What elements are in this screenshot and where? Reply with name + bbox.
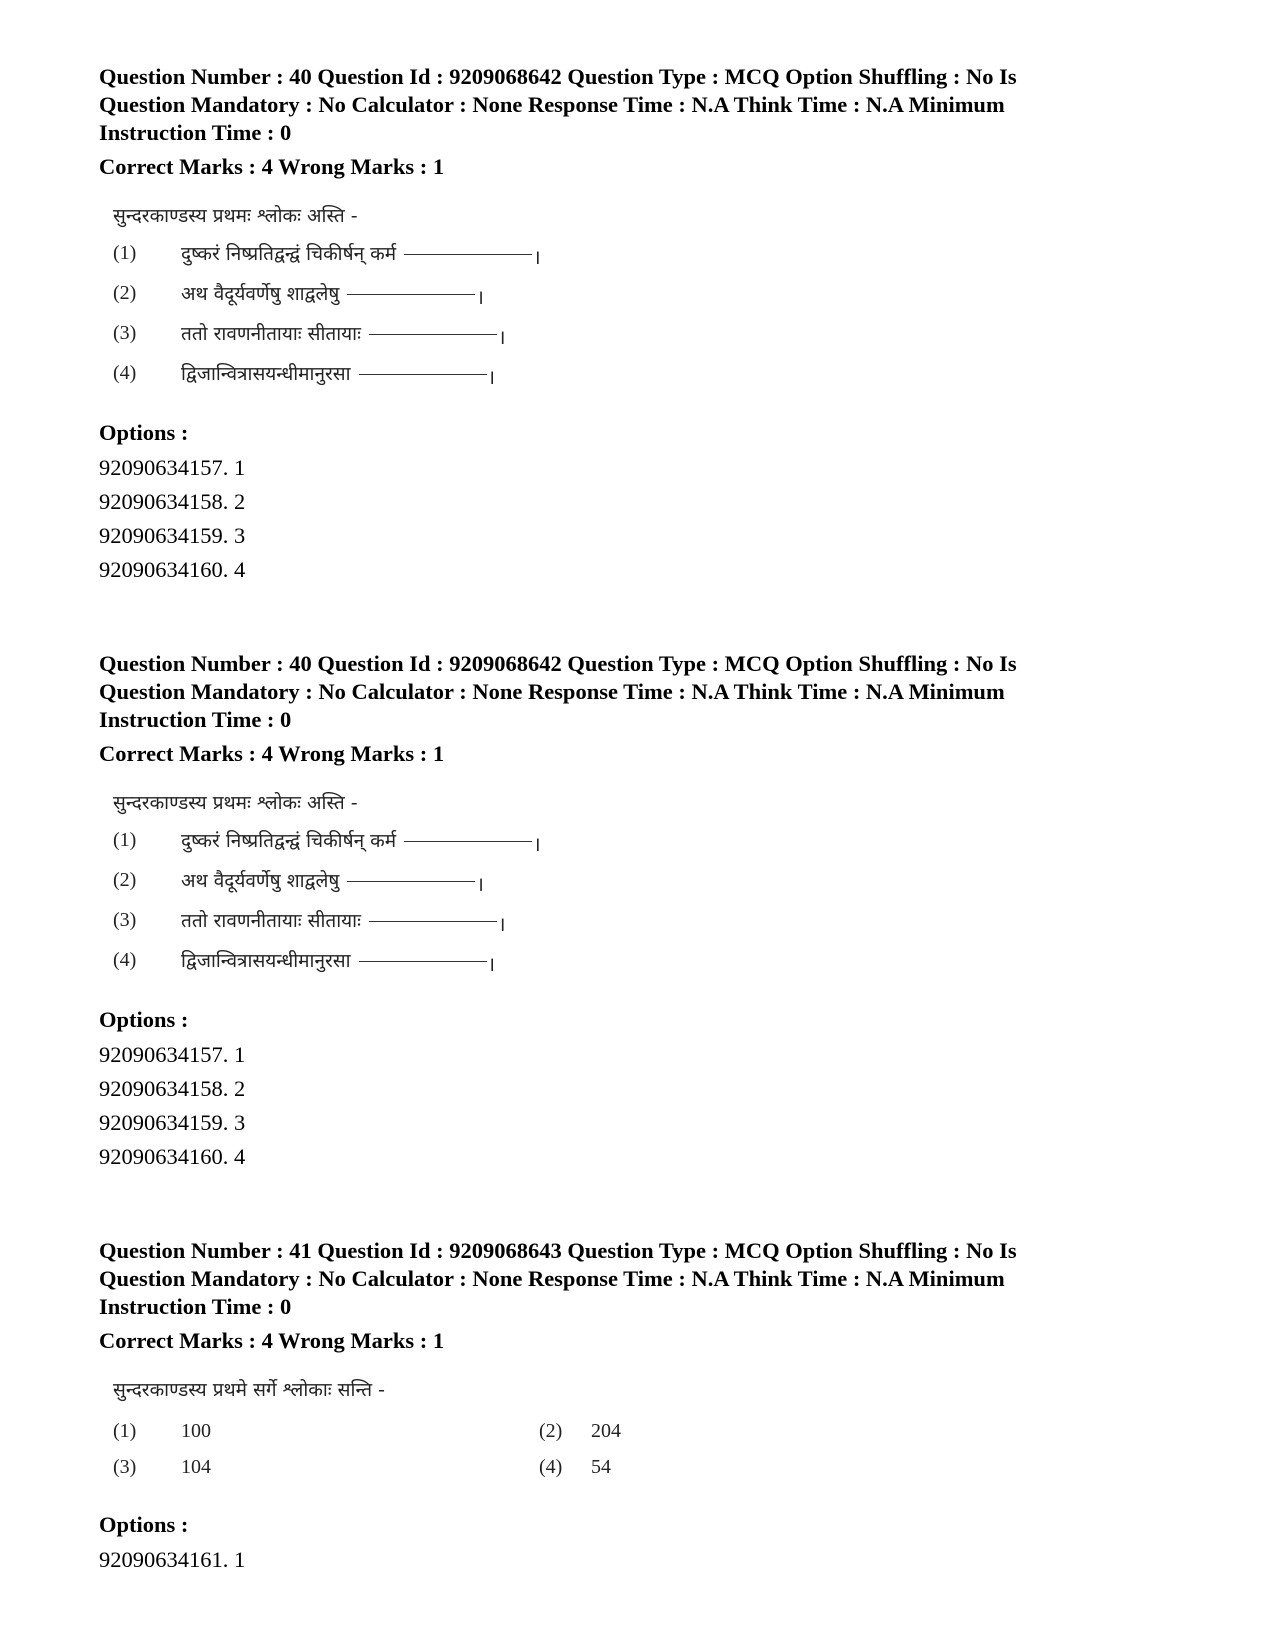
answer-blank	[347, 284, 475, 295]
options-list	[99, 451, 1179, 587]
choice-row	[539, 1413, 739, 1449]
marks-line: Correct Marks : 4 Wrong Marks : 1	[99, 154, 445, 179]
choices-grid	[99, 1413, 1179, 1485]
question-meta-line: Question Number : 40 Question Id : 9209068642 Question Type : MCQ Option Shuffling : No Is	[99, 651, 1017, 676]
choice-number: (1)	[113, 241, 137, 264]
question-meta-line: Instruction Time : 0	[99, 120, 292, 145]
question-meta-line: Question Number : 41 Question Id : 9209068643 Question Type : MCQ Option Shuffling : No Is	[99, 1238, 1017, 1263]
option-item: 92090634158. 2	[99, 1076, 246, 1101]
choice-text: ततो रावणनीतायाः सीतायाः	[181, 323, 361, 345]
danda-mark: ।	[533, 246, 541, 269]
answer-blank	[404, 244, 532, 255]
stem-text: सुन्दरकाण्डस्य प्रथमे सर्गे श्लोकाः सन्ति -	[113, 1379, 386, 1401]
answer-blank	[369, 911, 497, 922]
choice-row	[99, 820, 1179, 860]
choice-number: (1)	[113, 1419, 137, 1442]
question-block	[99, 650, 1179, 1174]
option-item: 92090634159. 3	[99, 523, 246, 548]
choice-row	[99, 1413, 539, 1449]
option-item: 92090634160. 4	[99, 1144, 246, 1169]
choice-number: (2)	[539, 1419, 563, 1442]
choice-row	[99, 313, 1179, 353]
options-list	[99, 1038, 1179, 1174]
question-meta-line: Question Mandatory : No Calculator : None Response Time : N.A Think Time : N.A Minimum	[99, 1266, 1005, 1291]
choice-number: (2)	[113, 868, 137, 891]
choice-row	[539, 1449, 739, 1485]
question-meta-line: Question Mandatory : No Calculator : None Response Time : N.A Think Time : N.A Minimum	[99, 679, 1005, 704]
answer-blank	[359, 364, 487, 375]
choice-number: (4)	[539, 1455, 563, 1478]
choice-number: (3)	[113, 908, 137, 931]
choice-text: 54	[591, 1455, 611, 1478]
choice-number: (2)	[113, 281, 137, 304]
answer-blank	[369, 324, 497, 335]
danda-mark: ।	[487, 366, 496, 389]
option-item: 92090634159. 3	[99, 1110, 246, 1135]
stem-text: सुन्दरकाण्डस्य प्रथमः श्लोकः अस्ति -	[113, 205, 358, 227]
danda-mark: ।	[497, 326, 506, 349]
options-heading: Options :	[99, 420, 189, 445]
choice-text: दुष्करं निष्प्रतिद्वन्द्वं चिकीर्षन् कर्म	[181, 243, 397, 265]
choice-text: ततो रावणनीतायाः सीतायाः	[181, 910, 361, 932]
question-meta-line: Instruction Time : 0	[99, 707, 292, 732]
choice-text: अथ वैदूर्यवर्णेषु शाद्वलेषु	[181, 283, 340, 305]
stem-text: सुन्दरकाण्डस्य प्रथमः श्लोकः अस्ति -	[113, 792, 358, 814]
option-item: 92090634158. 2	[99, 489, 246, 514]
choice-text: अथ वैदूर्यवर्णेषु शाद्वलेषु	[181, 870, 340, 892]
danda-mark: ।	[533, 833, 541, 856]
option-item: 92090634157. 1	[99, 1042, 246, 1067]
options-heading: Options :	[99, 1512, 189, 1537]
question-stem	[99, 199, 1179, 393]
question-meta-line: Question Number : 40 Question Id : 9209068642 Question Type : MCQ Option Shuffling : No Is	[99, 64, 1017, 89]
answer-blank	[404, 831, 532, 842]
danda-mark: ।	[476, 873, 484, 896]
options-heading: Options :	[99, 1007, 189, 1032]
question-meta-line: Instruction Time : 0	[99, 1294, 292, 1319]
choice-text: 204	[591, 1419, 621, 1442]
choice-row	[99, 353, 1179, 393]
danda-mark: ।	[476, 286, 484, 309]
marks-line: Correct Marks : 4 Wrong Marks : 1	[99, 741, 445, 766]
marks-line: Correct Marks : 4 Wrong Marks : 1	[99, 1328, 445, 1353]
choice-text: द्विजान्वित्रासयन्धीमानुरसा	[181, 950, 351, 972]
choice-number: (4)	[113, 948, 137, 971]
question-meta-line: Question Mandatory : No Calculator : None Response Time : N.A Think Time : N.A Minimum	[99, 92, 1005, 117]
choice-text: द्विजान्वित्रासयन्धीमानुरसा	[181, 363, 351, 385]
danda-mark: ।	[497, 913, 506, 936]
choice-number: (3)	[113, 1455, 137, 1478]
option-item: 92090634161. 1	[99, 1547, 246, 1572]
answer-blank	[359, 951, 487, 962]
choice-row	[99, 900, 1179, 940]
option-item: 92090634160. 4	[99, 557, 246, 582]
choice-number: (3)	[113, 321, 137, 344]
question-stem	[99, 786, 1179, 980]
choice-row	[99, 273, 1179, 313]
answer-blank	[347, 871, 475, 882]
choice-text: दुष्करं निष्प्रतिद्वन्द्वं चिकीर्षन् कर्म	[181, 830, 397, 852]
choice-number: (4)	[113, 361, 137, 384]
choice-row	[99, 860, 1179, 900]
question-block	[99, 1237, 1179, 1577]
choice-row	[99, 940, 1179, 980]
choice-text: 104	[181, 1455, 211, 1478]
choice-text: 100	[181, 1419, 211, 1442]
danda-mark: ।	[487, 953, 496, 976]
choice-row	[99, 1449, 539, 1485]
question-block	[99, 63, 1179, 587]
option-item: 92090634157. 1	[99, 455, 246, 480]
options-list	[99, 1543, 1179, 1577]
choice-row	[99, 233, 1179, 273]
question-stem	[99, 1373, 1179, 1485]
choice-number: (1)	[113, 828, 137, 851]
